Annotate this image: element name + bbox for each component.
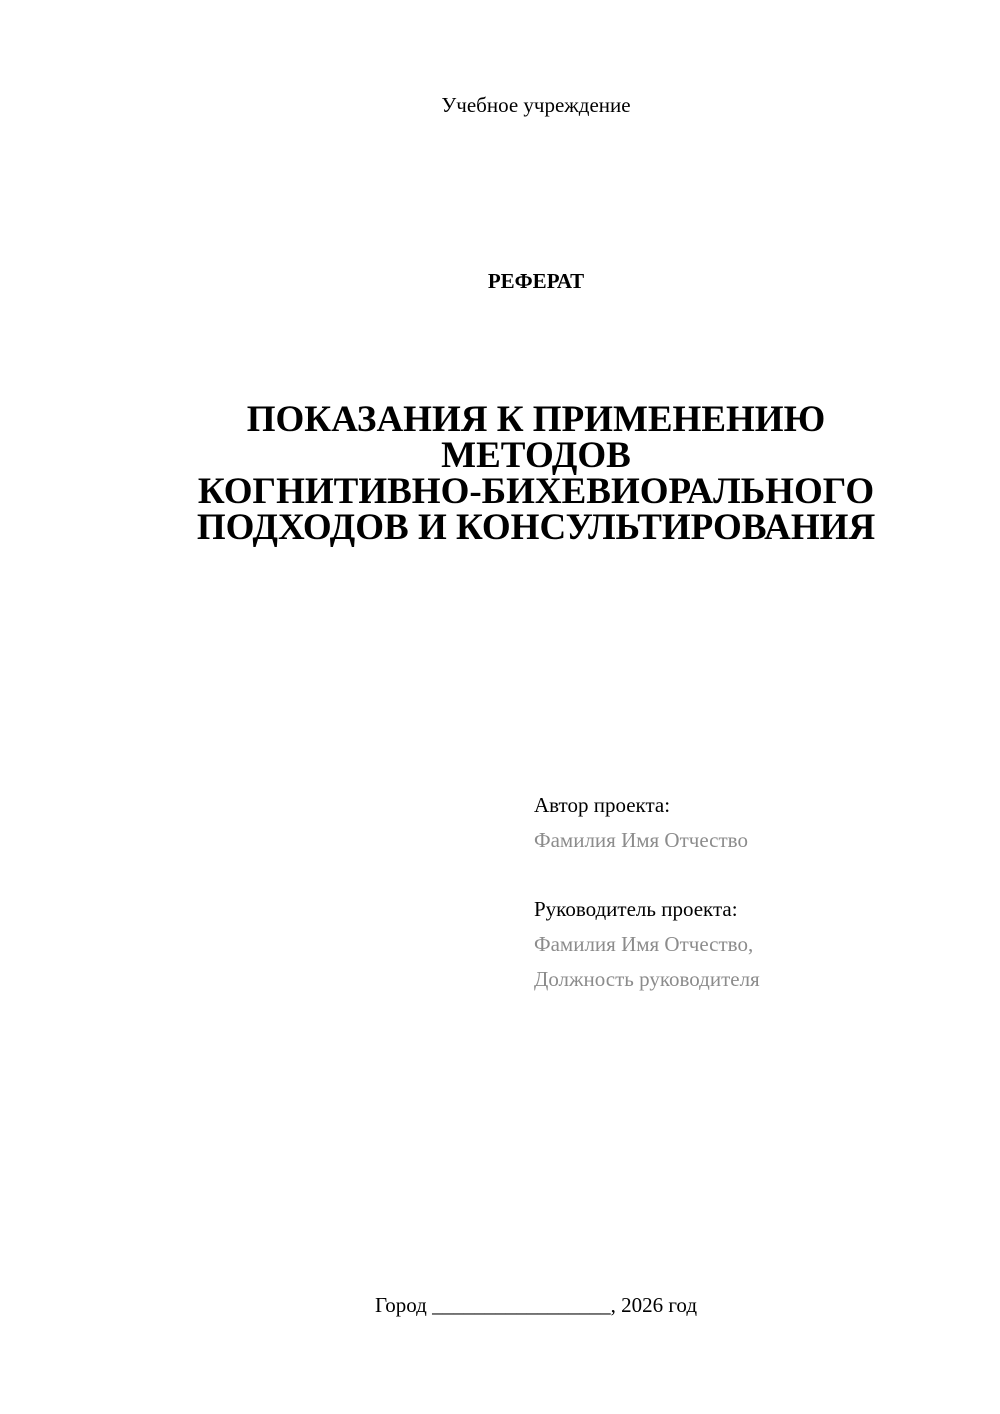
- supervisor-label: Руководитель проекта:: [534, 897, 738, 921]
- supervisor-name: Фамилия Имя Отчество,: [534, 932, 754, 956]
- title-line: КОГНИТИВНО-БИХЕВИОРАЛЬНОГО: [197, 471, 875, 512]
- city-year-line: Город _________________, 2026 год: [374, 1293, 698, 1317]
- institution-name: Учебное учреждение: [441, 93, 631, 117]
- author-name: Фамилия Имя Отчество: [534, 828, 748, 852]
- title-line: ПОКАЗАНИЯ К ПРИМЕНЕНИЮ: [246, 399, 826, 440]
- authors-block: [534, 788, 974, 997]
- title-line: ПОДХОДОВ И КОНСУЛЬТИРОВАНИЯ: [196, 507, 876, 548]
- document-title: [72, 399, 1000, 548]
- supervisor-position: Должность руководителя: [534, 967, 760, 991]
- document-type: РЕФЕРАТ: [487, 269, 585, 293]
- spacer: [534, 858, 974, 892]
- author-label: Автор проекта:: [534, 793, 671, 817]
- title-line: МЕТОДОВ: [441, 435, 631, 476]
